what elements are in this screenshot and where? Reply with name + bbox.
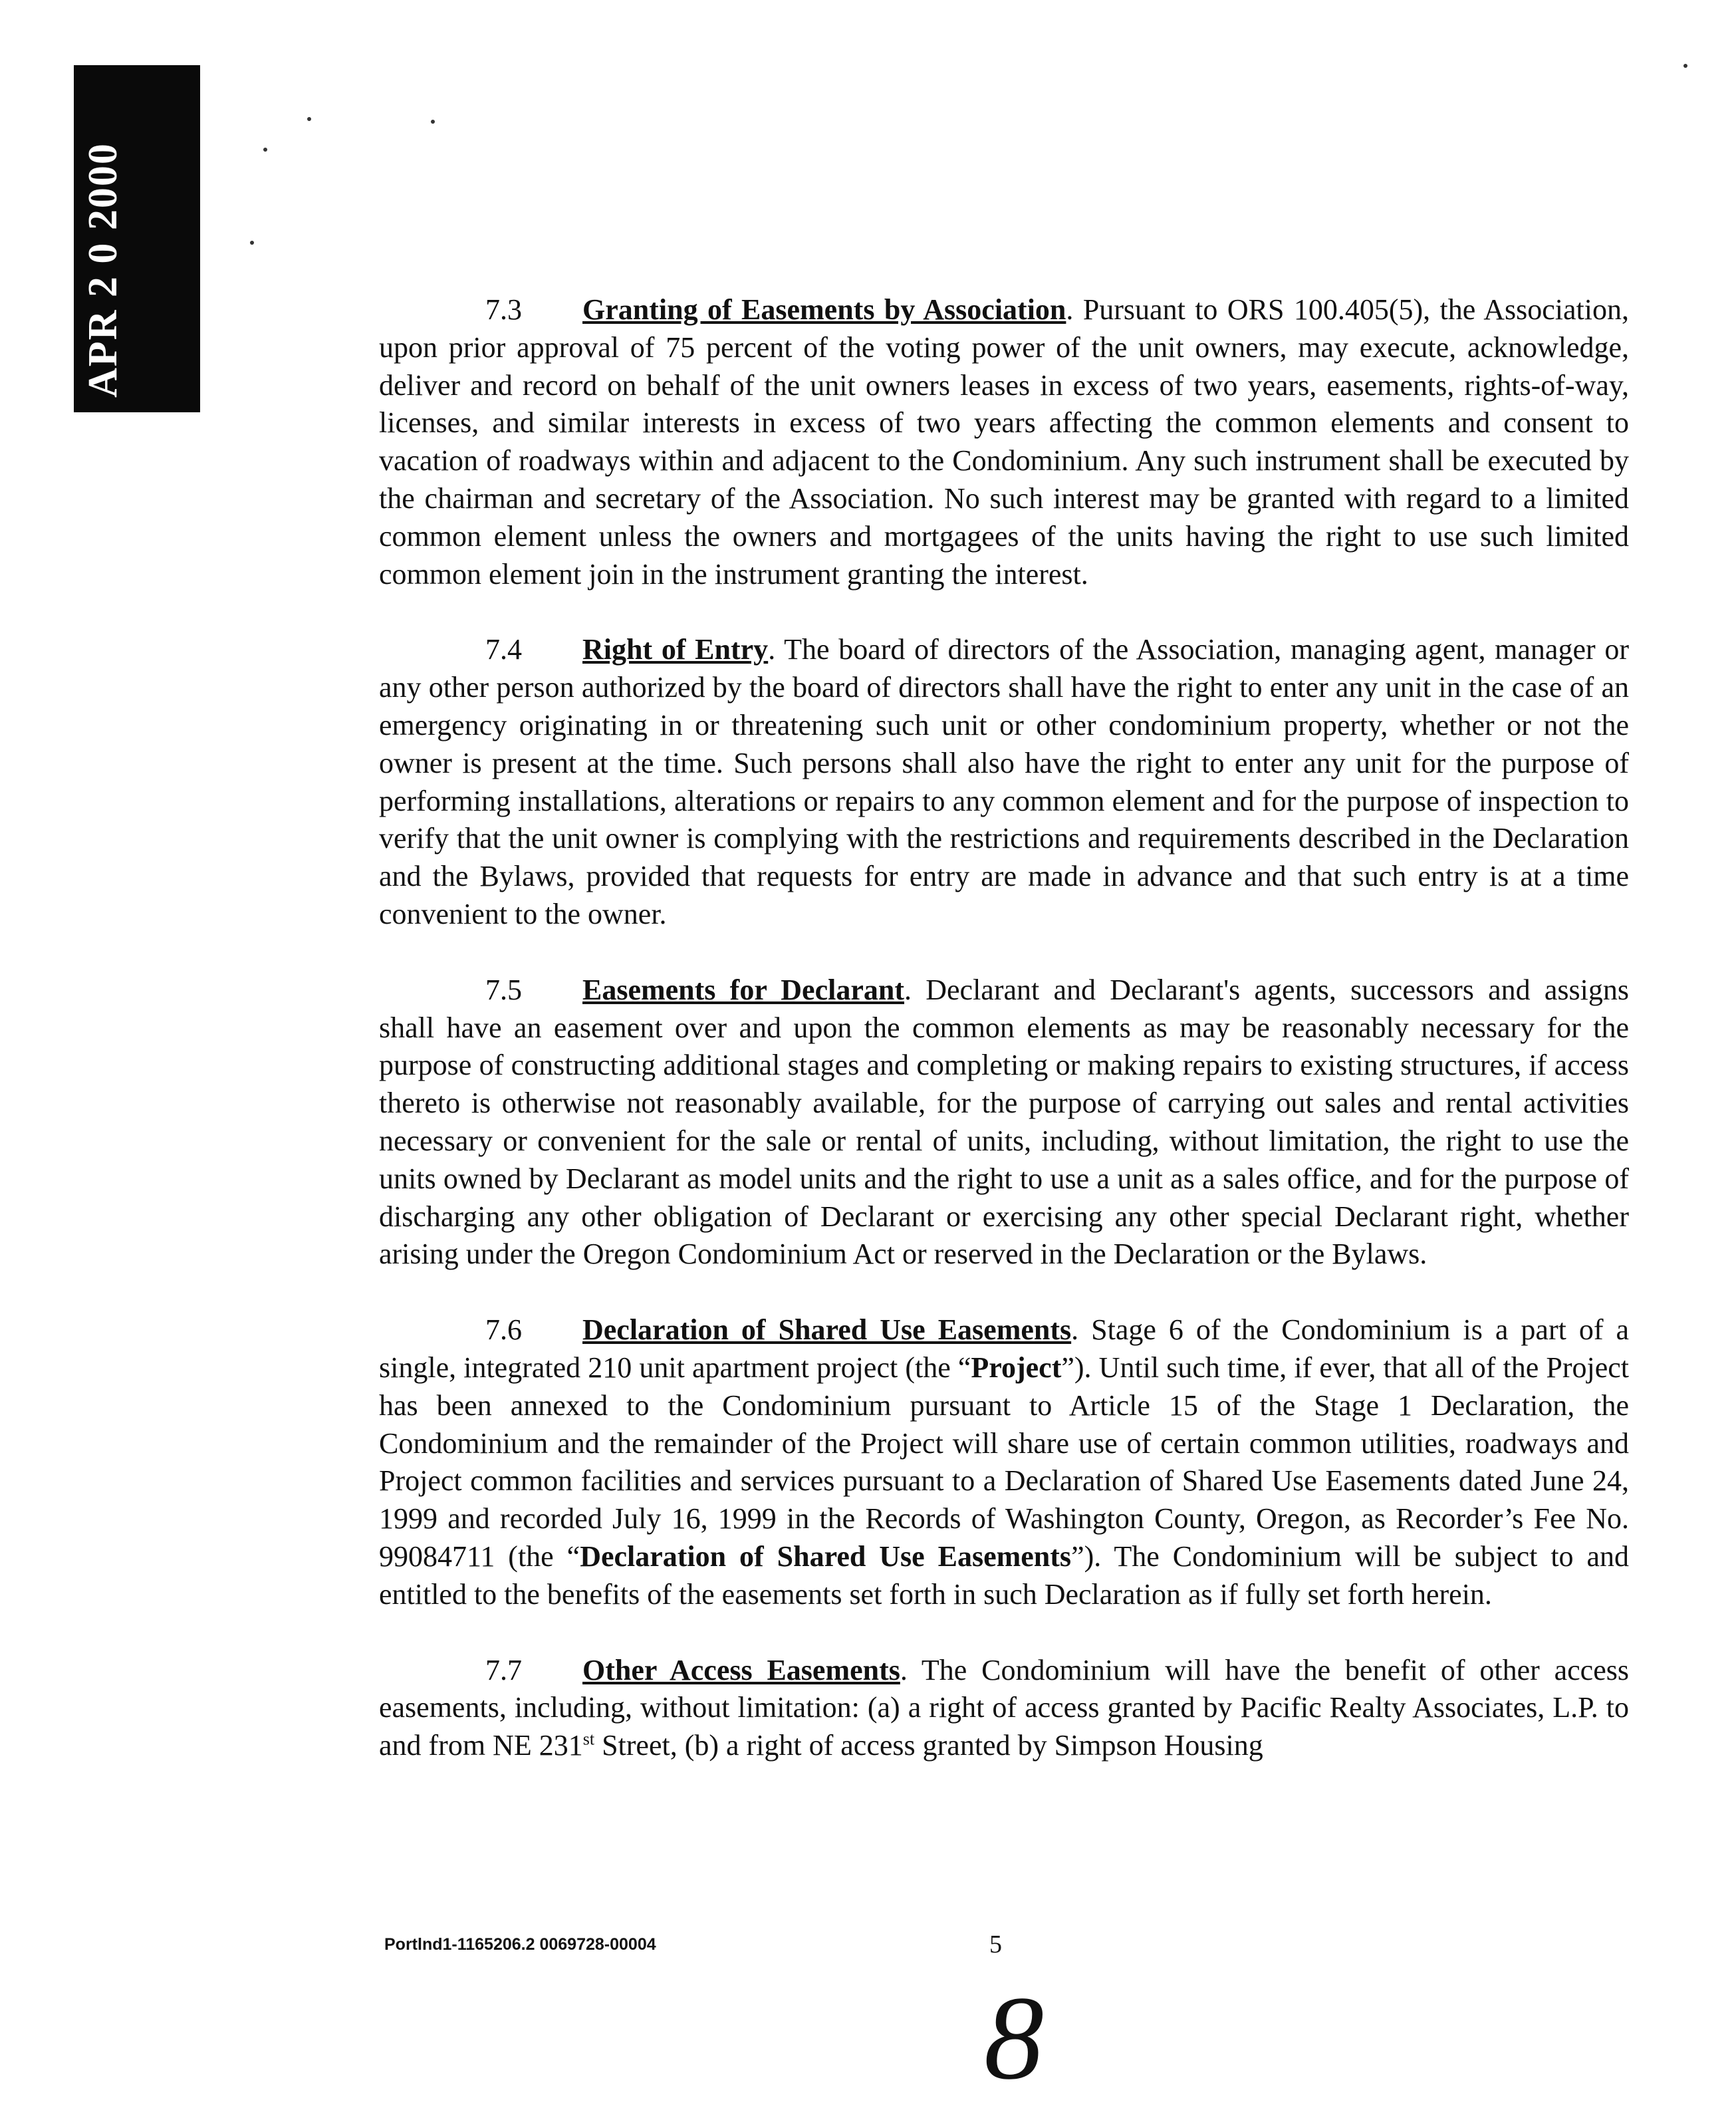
page-number: 5 [989, 1930, 1002, 1958]
section-heading: Other Access Easements [582, 1653, 900, 1686]
scan-speck [307, 117, 311, 121]
section-text: Stage 6 of the Condominium is a part of a single, integrated 210 unit apartment project (the “ [379, 1313, 1629, 1384]
section-7-5: 7.5 Easements for Declarant. Declarant and Declarant's agents, successors and assigns shall have an easement over and upon the common elements as may be reasonably necessary for the purpose of constructing additional stages and completing or making repairs to existing structures, if access thereto is otherwise not reasonably available, for the purpose of carrying out sales and rental activities necessary or convenient for the sale or rental of units, including, without limitation, the right to use the units owned by Declarant as model units and the right to use a unit as a sales office, and for the purpose of discharging any other obligation of Declarant or exercising any other special Declarant right, whether arising under the Oregon Condominium Act or reserved in the Declaration or the Bylaws. [379, 972, 1629, 1273]
section-heading: Right of Entry [582, 633, 769, 666]
scan-speck [431, 120, 435, 124]
section-text: Street, (b) a right of access granted by Simpson Housing [594, 1729, 1263, 1762]
section-text: The board of directors of the Association, managing agent, manager or any other person authorized by the board of directors shall have the right to enter any unit in the case of an emergency originating in or threatening such unit or other condominium property, whether or not the owner is present at the time. Such persons shall also have the right to enter any unit for the purpose of performing installations, alterations or repairs to any common element and for the purpose of inspection to verify that the unit owner is complying with the restrictions and requirements described in the Declaration and the Bylaws, provided that requests for entry are made in advance and that such entry is at a time convenient to the owner. [379, 633, 1629, 930]
scan-speck [263, 148, 267, 152]
section-number: 7.3 [485, 293, 522, 326]
section-number: 7.6 [485, 1313, 522, 1347]
defined-term-shared-use: Declaration of Shared Use Easements [580, 1539, 1072, 1573]
section-7-7: 7.7 Other Access Easements. The Condominium will have the benefit of other access easements, including, without limitation: (a) a right of access granted by Pacific Realty Associates, L.P. to and from NE 231st Street, (b) a right of access granted by Simpson Housing [379, 1652, 1629, 1765]
section-7-4: 7.4 Right of Entry. The board of directors of the Association, managing agent, manager or any other person authorized by the board of directors shall have the right to enter any unit in the case of an emergency originating in or threatening such unit or other condominium property, whether or not the owner is present at the time. Such persons shall also have the right to enter any unit for the purpose of performing installations, alterations or repairs to any common element and for the purpose of inspection to verify that the unit owner is complying with the restrictions and requirements described in the Declaration and the Bylaws, provided that requests for entry are made in advance and that such entry is at a time convenient to the owner. [379, 631, 1629, 933]
scan-speck [1683, 64, 1687, 68]
date-stamp-text: APR 2 0 2000 [80, 142, 126, 398]
ordinal-suffix: st [582, 1729, 595, 1749]
section-number: 7.5 [485, 973, 522, 1006]
section-text: Declarant and Declarant's agents, successors and assigns shall have an easement over and upon the common elements as may be reasonably necessary for the purpose of constructing additional stages and completing or making repairs to existing structures, if access thereto is otherwise not reasonably available, for the purpose of carrying out sales and rental activities necessary or convenient for the sale or rental of units, including, without limitation, the right to use the units owned by Declarant as model units and the right to use a unit as a sales office, and for the purpose of discharging any other obligation of Declarant or exercising any other special Declarant right, whether arising under the Oregon Condominium Act or reserved in the Declaration or the Bylaws. [379, 973, 1629, 1271]
scan-speck [250, 241, 254, 245]
defined-term-project: Project [971, 1351, 1062, 1384]
section-number: 7.7 [485, 1653, 522, 1686]
section-text: ”). Until such time, if ever, that all of the Project has been annexed to the Condominium pursuant to Article 15 of the Stage 1 Declaration, the Condominium and the remainder of the Project will share use of certain common utilities, roadways and Project common facilities and services pursuant to a Declaration of Shared Use Easements dated June 24, 1999 and recorded July 16, 1999 in the Records of Washington County, Oregon, as Recorder’s Fee No. 99084711 (the “ [379, 1351, 1629, 1573]
section-heading: Easements for Declarant [582, 973, 904, 1006]
document-body [379, 291, 1629, 1803]
footer-doc-ref: Portlnd1-1165206.2 0069728-00004 [384, 1935, 656, 1954]
section-text: The Condominium will have the benefit of other access easements, including, without limitation: (a) a right of access granted by Pacific Realty Associates, L.P. to and from NE 231 [379, 1653, 1629, 1762]
section-text: ”). The Condominium will be subject to and entitled to the benefits of the easements set forth in such Declaration as if fully set forth herein. [379, 1539, 1630, 1611]
section-text: Pursuant to ORS 100.405(5), the Association, upon prior approval of 75 percent of the voting power of the unit owners, may execute, acknowledge, deliver and record on behalf of the unit owners leases in excess of two years, easements, rights-of-way, licenses, and similar interests in excess of two years affecting the common elements and consent to vacation of roadways within and adjacent to the Condominium. Any such instrument shall be executed by the chairman and secretary of the Association. No such interest may be granted with regard to a limited common element unless the owners and mortgagees of the units having the right to use such limited common element join in the instrument granting the interest. [379, 293, 1630, 591]
section-7-6: 7.6 Declaration of Shared Use Easements. Stage 6 of the Condominium is a part of a single, integrated 210 unit apartment project (the “Project”). Until such time, if ever, that all of the Project has been annexed to the Condominium pursuant to Article 15 of the Stage 1 Declaration, the Condominium and the remainder of the Project will share use of certain common utilities, roadways and Project common facilities and services pursuant to a Declaration of Shared Use Easements dated June 24, 1999 and recorded July 16, 1999 in the Records of Washington County, Oregon, as Recorder’s Fee No. 99084711 (the “Declaration of Shared Use Easements”). The Condominium will be subject to and entitled to the benefits of the easements set forth in such Declaration as if fully set forth herein. [379, 1311, 1629, 1613]
handwritten-page-mark: 8 [984, 1972, 1044, 2104]
section-heading: Granting of Easements by Association [582, 293, 1066, 326]
section-number: 7.4 [485, 633, 522, 666]
section-7-3: 7.3 Granting of Easements by Association. Pursuant to ORS 100.405(5), the Association, upon prior approval of 75 percent of the voting power of the unit owners, may execute, acknowledge, deliver and record on behalf of the unit owners leases in excess of two years, easements, rights-of-way, licenses, and similar interests in excess of two years affecting the common elements and consent to vacation of roadways within and adjacent to the Condominium. Any such instrument shall be executed by the chairman and secretary of the Association. No such interest may be granted with regard to a limited common element unless the owners and mortgagees of the units having the right to use such limited common element join in the instrument granting the interest. [379, 291, 1629, 593]
section-heading: Declaration of Shared Use Easements [582, 1313, 1072, 1347]
